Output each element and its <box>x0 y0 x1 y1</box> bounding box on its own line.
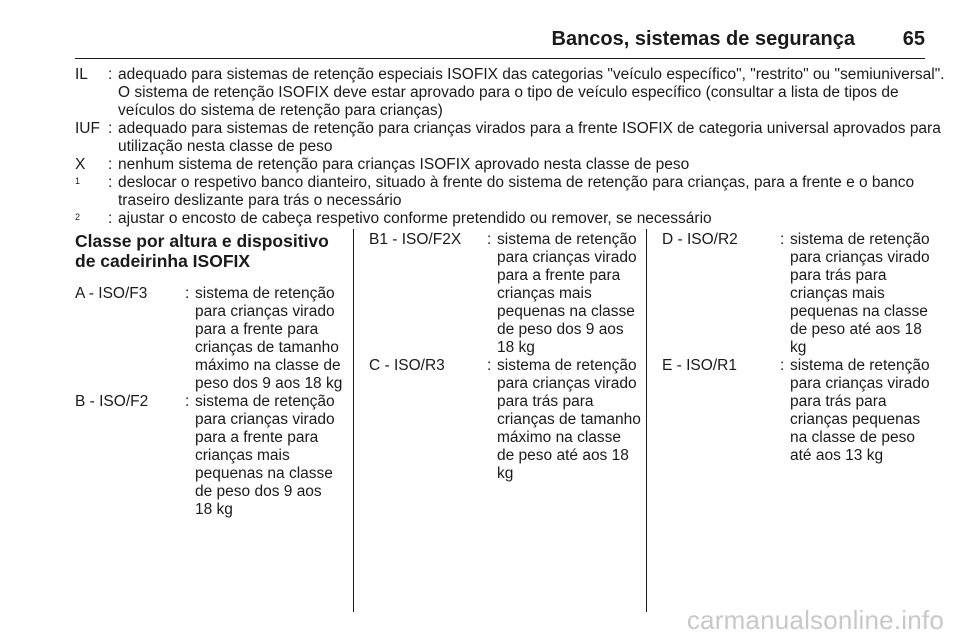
legend-text: adequado para sistemas de retenção para crianças virados para a frente ISOFIX de categoria universal aprovados para utilização nesta classe de peso <box>118 120 941 155</box>
legend-item-x <box>75 156 945 174</box>
class-entry-c <box>369 357 641 483</box>
class-label: A - ISO/F3 <box>75 285 148 302</box>
column-2 <box>369 231 641 483</box>
class-entry-d <box>662 231 932 357</box>
class-description: sistema de retenção para crianças virado para trás para crianças de tamanho máximo na classe de peso até aos 18 kg <box>497 357 641 482</box>
legend-item-footnote-2 <box>75 210 945 228</box>
legend-colon: : <box>108 66 113 83</box>
legend-key: 2 <box>75 212 81 222</box>
legend-colon: : <box>108 210 113 227</box>
legend-key: IUF <box>75 120 100 137</box>
legend-colon: : <box>108 120 113 137</box>
class-label: C - ISO/R3 <box>369 357 445 374</box>
legend-colon: : <box>108 174 113 191</box>
legend-item-il <box>75 66 945 120</box>
page-header <box>75 24 925 59</box>
legend-text: adequado para sistemas de retenção especiais ISOFIX das categorias "veículo específico", "restrito" ou "semiuniversal". O sistema de retenção ISOFIX deve estar aprovado para o tipo de veículo específico (consultar a lista de tipos de veículos do sistema de retenção para crianças) <box>118 66 945 119</box>
section-heading: Classe por altura e dispositivo de cadeirinha ISOFIX <box>75 231 329 271</box>
column-1 <box>75 231 343 519</box>
column-3 <box>662 231 932 465</box>
class-description: sistema de retenção para crianças virado para a frente para crianças mais pequenas na classe de peso dos 9 aos 18 kg <box>497 231 637 356</box>
class-label: D - ISO/R2 <box>662 231 738 248</box>
class-entry-b <box>75 393 343 519</box>
class-description: sistema de retenção para crianças virado para a frente para crianças de tamanho máximo na classe de peso dos 9 aos 18 kg <box>195 285 343 392</box>
class-entry-b1 <box>369 231 641 357</box>
column-divider <box>353 229 354 612</box>
legend-key: 1 <box>75 176 81 186</box>
class-colon: : <box>487 231 492 248</box>
legend-key: IL <box>75 66 88 83</box>
legend-list <box>75 66 945 228</box>
legend-text: deslocar o respetivo banco dianteiro, situado à frente do sistema de retenção para crianças, para a frente e o banco traseiro deslizante para trás o necessário <box>118 174 915 209</box>
class-label: E - ISO/R1 <box>662 357 737 374</box>
legend-key: X <box>75 156 86 173</box>
class-entry-a <box>75 285 343 393</box>
legend-colon: : <box>108 156 113 173</box>
legend-text: nenhum sistema de retenção para crianças ISOFIX aprovado nesta classe de peso <box>118 156 690 173</box>
class-description: sistema de retenção para crianças virado para a frente para crianças mais pequenas na classe de peso dos 9 aos 18 kg <box>195 393 335 518</box>
page-title: Bancos, sistemas de segurança <box>551 28 855 50</box>
class-label: B1 - ISO/F2X <box>369 231 462 248</box>
class-label: B - ISO/F2 <box>75 393 149 410</box>
class-entry-e <box>662 357 932 465</box>
legend-text: ajustar o encosto de cabeça respetivo conforme pretendido ou remover, se necessário <box>118 210 712 227</box>
page-number: 65 <box>902 28 925 50</box>
legend-item-iuf <box>75 120 945 156</box>
class-colon: : <box>185 285 190 302</box>
column-divider <box>646 229 647 612</box>
class-description: sistema de retenção para crianças virado para trás para crianças pequenas na classe de peso até aos 13 kg <box>790 357 930 464</box>
watermark: carmanualsonline.info <box>686 605 944 635</box>
class-colon: : <box>185 393 190 410</box>
class-colon: : <box>780 231 785 248</box>
class-colon: : <box>780 357 785 374</box>
class-colon: : <box>487 357 492 374</box>
legend-item-footnote-1 <box>75 174 945 210</box>
class-description: sistema de retenção para crianças virado para trás para crianças mais pequenas na classe de peso até aos 18 kg <box>790 231 930 356</box>
